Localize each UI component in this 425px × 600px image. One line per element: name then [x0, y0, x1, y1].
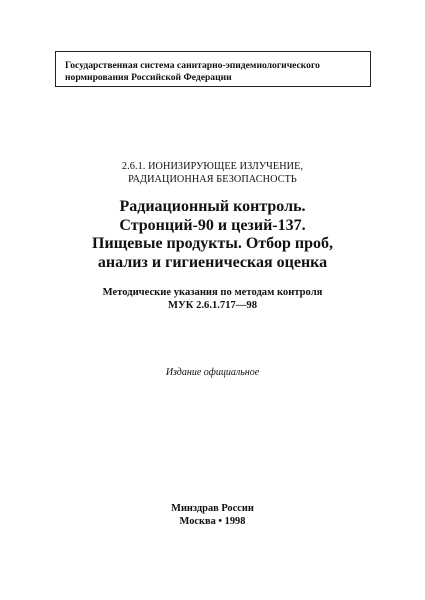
- publisher-name: Минздрав России: [171, 503, 254, 514]
- document-info: [0, 287, 425, 312]
- title-line-3: Пищевые продукты. Отбор проб,: [92, 235, 333, 252]
- series-line-2: РАДИАЦИОННАЯ БЕЗОПАСНОСТЬ: [128, 173, 297, 185]
- series-line-1: 2.6.1. ИОНИЗИРУЮЩЕЕ ИЗЛУЧЕНИЕ,: [121, 161, 304, 172]
- edition-text: Издание официальное: [165, 367, 260, 378]
- document-number: МУК 2.6.1.717—98: [167, 299, 258, 311]
- series-heading: [0, 161, 425, 186]
- publisher-block: [0, 503, 425, 528]
- header-line-1: Государственная система санитарно-эпидемиологического: [65, 60, 320, 71]
- title-line-4: анализ и гигиеническая оценка: [97, 253, 328, 271]
- header-box: [55, 51, 371, 87]
- header-line-2: нормирования Российской Федерации: [65, 72, 232, 83]
- title-line-2: Стронций-90 и цезий-137.: [119, 216, 306, 234]
- document-title: [0, 198, 425, 272]
- title-line-1: Радиационный контроль.: [119, 198, 306, 215]
- publisher-place-year: Москва • 1998: [179, 515, 246, 527]
- edition-note: [0, 367, 425, 379]
- document-type: Методические указания по методам контроля: [102, 287, 323, 298]
